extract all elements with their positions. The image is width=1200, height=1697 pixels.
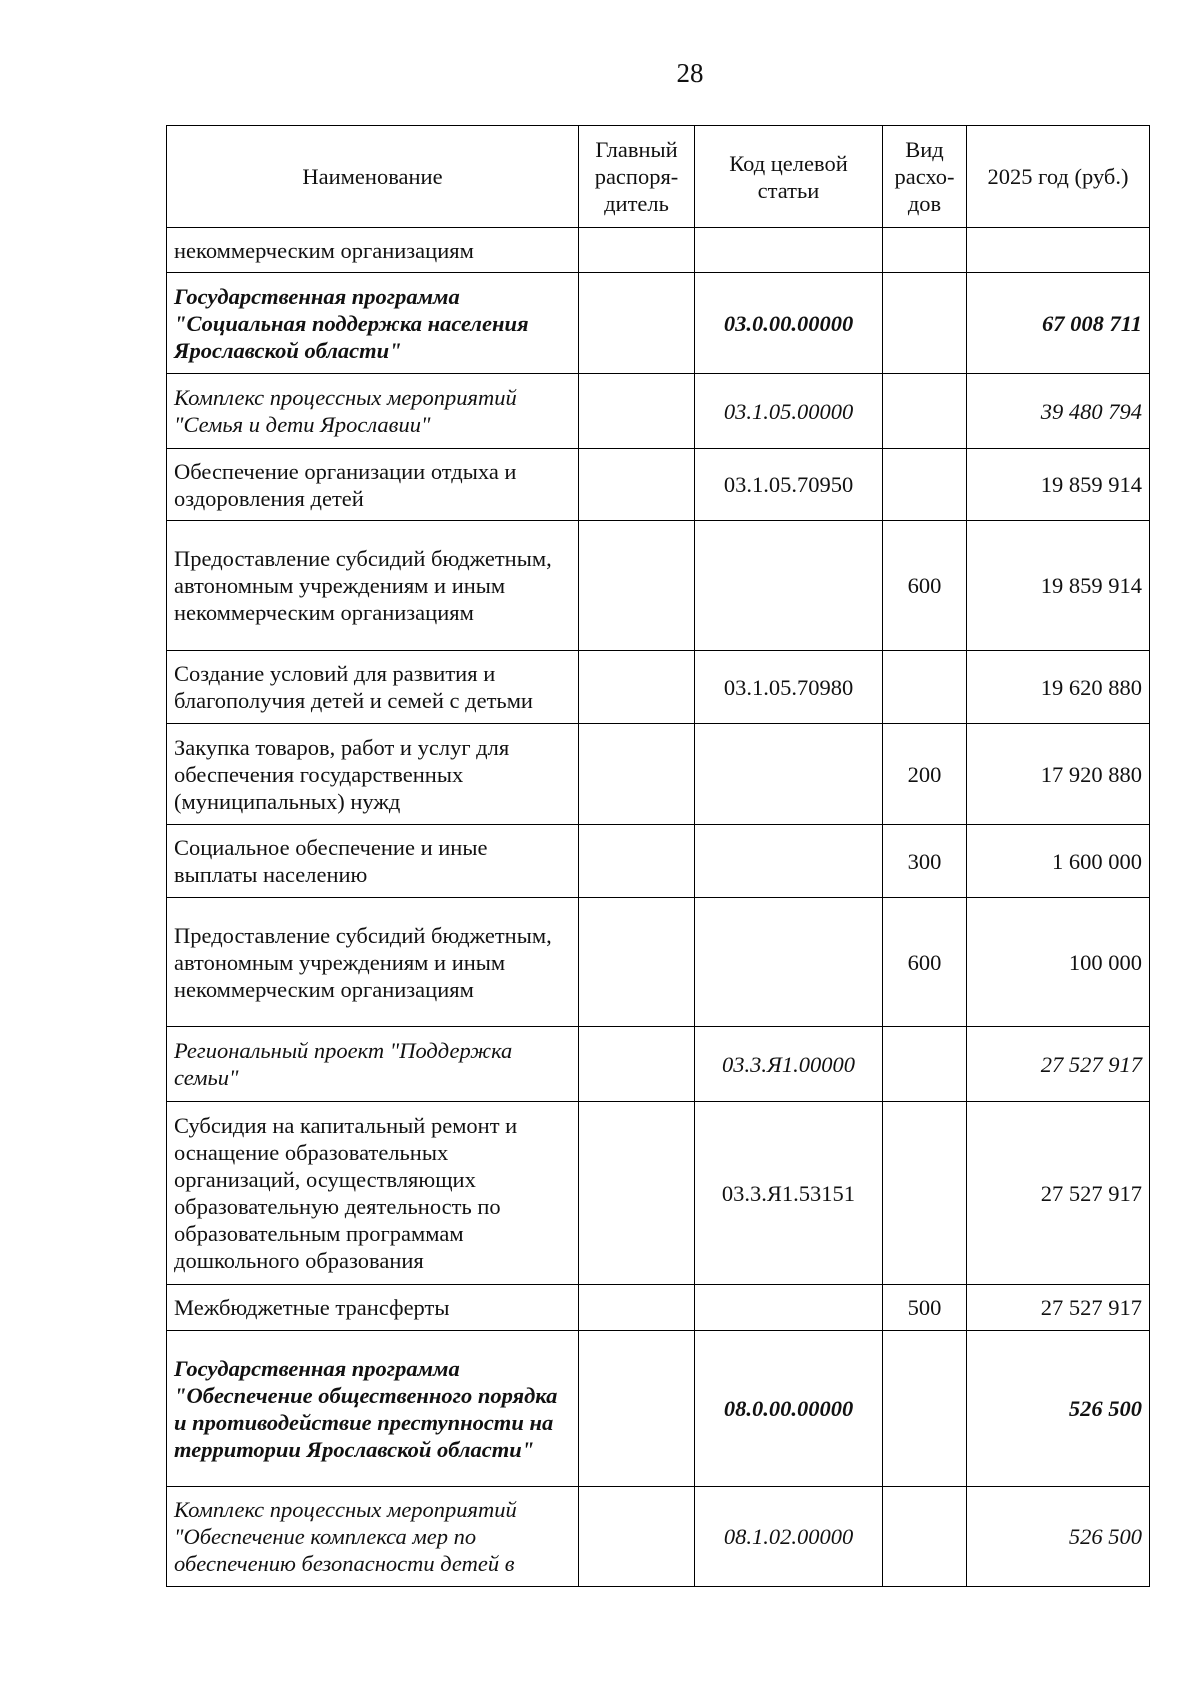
cell-type: 300 xyxy=(883,825,967,898)
cell-code xyxy=(695,825,883,898)
cell-name: Предоставление субсидий бюджетным, автономным учреждениям и иным некоммерческим организациям xyxy=(167,521,579,651)
cell-type xyxy=(883,449,967,521)
cell-manager xyxy=(579,1331,695,1487)
cell-amount: 67 008 711 xyxy=(967,273,1150,374)
cell-code: 08.0.00.00000 xyxy=(695,1331,883,1487)
table-row xyxy=(167,825,1150,898)
cell-amount: 19 620 880 xyxy=(967,651,1150,724)
cell-name: Комплекс процессных мероприятий "Обеспечение комплекса мер по обеспечению безопасности детей в xyxy=(167,1487,579,1587)
cell-name: Государственная программа "Социальная поддержка населения Ярославской области" xyxy=(167,273,579,374)
cell-manager xyxy=(579,1102,695,1285)
cell-code: 03.3.Я1.53151 xyxy=(695,1102,883,1285)
cell-code: 03.1.05.70980 xyxy=(695,651,883,724)
cell-type: 200 xyxy=(883,724,967,825)
cell-name: Обеспечение организации отдыха и оздоровления детей xyxy=(167,449,579,521)
cell-code: 03.3.Я1.00000 xyxy=(695,1027,883,1102)
cell-code xyxy=(695,898,883,1027)
header-type: Вид расхо-дов xyxy=(883,126,967,228)
table-row xyxy=(167,228,1150,273)
cell-code xyxy=(695,521,883,651)
cell-type xyxy=(883,228,967,273)
table-row xyxy=(167,1331,1150,1487)
cell-type xyxy=(883,374,967,449)
header-name: Наименование xyxy=(167,126,579,228)
cell-name: Межбюджетные трансферты xyxy=(167,1285,579,1331)
table-row xyxy=(167,449,1150,521)
cell-manager xyxy=(579,1487,695,1587)
cell-code xyxy=(695,724,883,825)
table-row xyxy=(167,521,1150,651)
cell-name: Региональный проект "Поддержка семьи" xyxy=(167,1027,579,1102)
cell-amount: 17 920 880 xyxy=(967,724,1150,825)
header-amount: 2025 год (руб.) xyxy=(967,126,1150,228)
cell-amount: 19 859 914 xyxy=(967,521,1150,651)
cell-amount: 100 000 xyxy=(967,898,1150,1027)
cell-type: 600 xyxy=(883,521,967,651)
cell-code: 03.1.05.00000 xyxy=(695,374,883,449)
table-row xyxy=(167,374,1150,449)
cell-type xyxy=(883,273,967,374)
header-manager: Главный распоря-дитель xyxy=(579,126,695,228)
cell-manager xyxy=(579,449,695,521)
cell-manager xyxy=(579,521,695,651)
cell-amount: 19 859 914 xyxy=(967,449,1150,521)
table-row xyxy=(167,724,1150,825)
table-row xyxy=(167,898,1150,1027)
cell-amount: 27 527 917 xyxy=(967,1102,1150,1285)
table-row xyxy=(167,1285,1150,1331)
budget-table xyxy=(166,125,1150,1587)
cell-amount: 27 527 917 xyxy=(967,1027,1150,1102)
header-code: Код целевой статьи xyxy=(695,126,883,228)
table-row xyxy=(167,651,1150,724)
cell-type xyxy=(883,1027,967,1102)
table-header-row xyxy=(167,126,1150,228)
page-number: 28 xyxy=(676,58,704,88)
cell-amount xyxy=(967,228,1150,273)
cell-type: 600 xyxy=(883,898,967,1027)
cell-amount: 526 500 xyxy=(967,1487,1150,1587)
cell-name: Социальное обеспечение и иные выплаты населению xyxy=(167,825,579,898)
cell-manager xyxy=(579,898,695,1027)
cell-manager xyxy=(579,825,695,898)
cell-name: Закупка товаров, работ и услуг для обеспечения государственных (муниципальных) нужд xyxy=(167,724,579,825)
cell-type xyxy=(883,1331,967,1487)
cell-name: некоммерческим организациям xyxy=(167,228,579,273)
table-row xyxy=(167,1102,1150,1285)
cell-manager xyxy=(579,724,695,825)
cell-code: 03.0.00.00000 xyxy=(695,273,883,374)
cell-name: Субсидия на капитальный ремонт и оснащение образовательных организаций, осуществляющих образовательную деятельность по образовательным программам дошкольного образования xyxy=(167,1102,579,1285)
cell-manager xyxy=(579,228,695,273)
cell-code: 08.1.02.00000 xyxy=(695,1487,883,1587)
table-row xyxy=(167,1027,1150,1102)
cell-manager xyxy=(579,1027,695,1102)
cell-name: Создание условий для развития и благополучия детей и семей с детьми xyxy=(167,651,579,724)
cell-code xyxy=(695,1285,883,1331)
cell-amount: 39 480 794 xyxy=(967,374,1150,449)
cell-type xyxy=(883,1102,967,1285)
cell-name: Комплекс процессных мероприятий "Семья и дети Ярославии" xyxy=(167,374,579,449)
table-row xyxy=(167,273,1150,374)
cell-code: 03.1.05.70950 xyxy=(695,449,883,521)
cell-type xyxy=(883,651,967,724)
cell-name: Государственная программа "Обеспечение общественного порядка и противодействие преступности на территории Ярославской области" xyxy=(167,1331,579,1487)
cell-amount: 1 600 000 xyxy=(967,825,1150,898)
cell-name: Предоставление субсидий бюджетным, автономным учреждениям и иным некоммерческим организациям xyxy=(167,898,579,1027)
cell-amount: 27 527 917 xyxy=(967,1285,1150,1331)
cell-manager xyxy=(579,273,695,374)
cell-manager xyxy=(579,651,695,724)
cell-type: 500 xyxy=(883,1285,967,1331)
cell-manager xyxy=(579,374,695,449)
cell-manager xyxy=(579,1285,695,1331)
cell-type xyxy=(883,1487,967,1587)
cell-code xyxy=(695,228,883,273)
table-row xyxy=(167,1487,1150,1587)
cell-amount: 526 500 xyxy=(967,1331,1150,1487)
